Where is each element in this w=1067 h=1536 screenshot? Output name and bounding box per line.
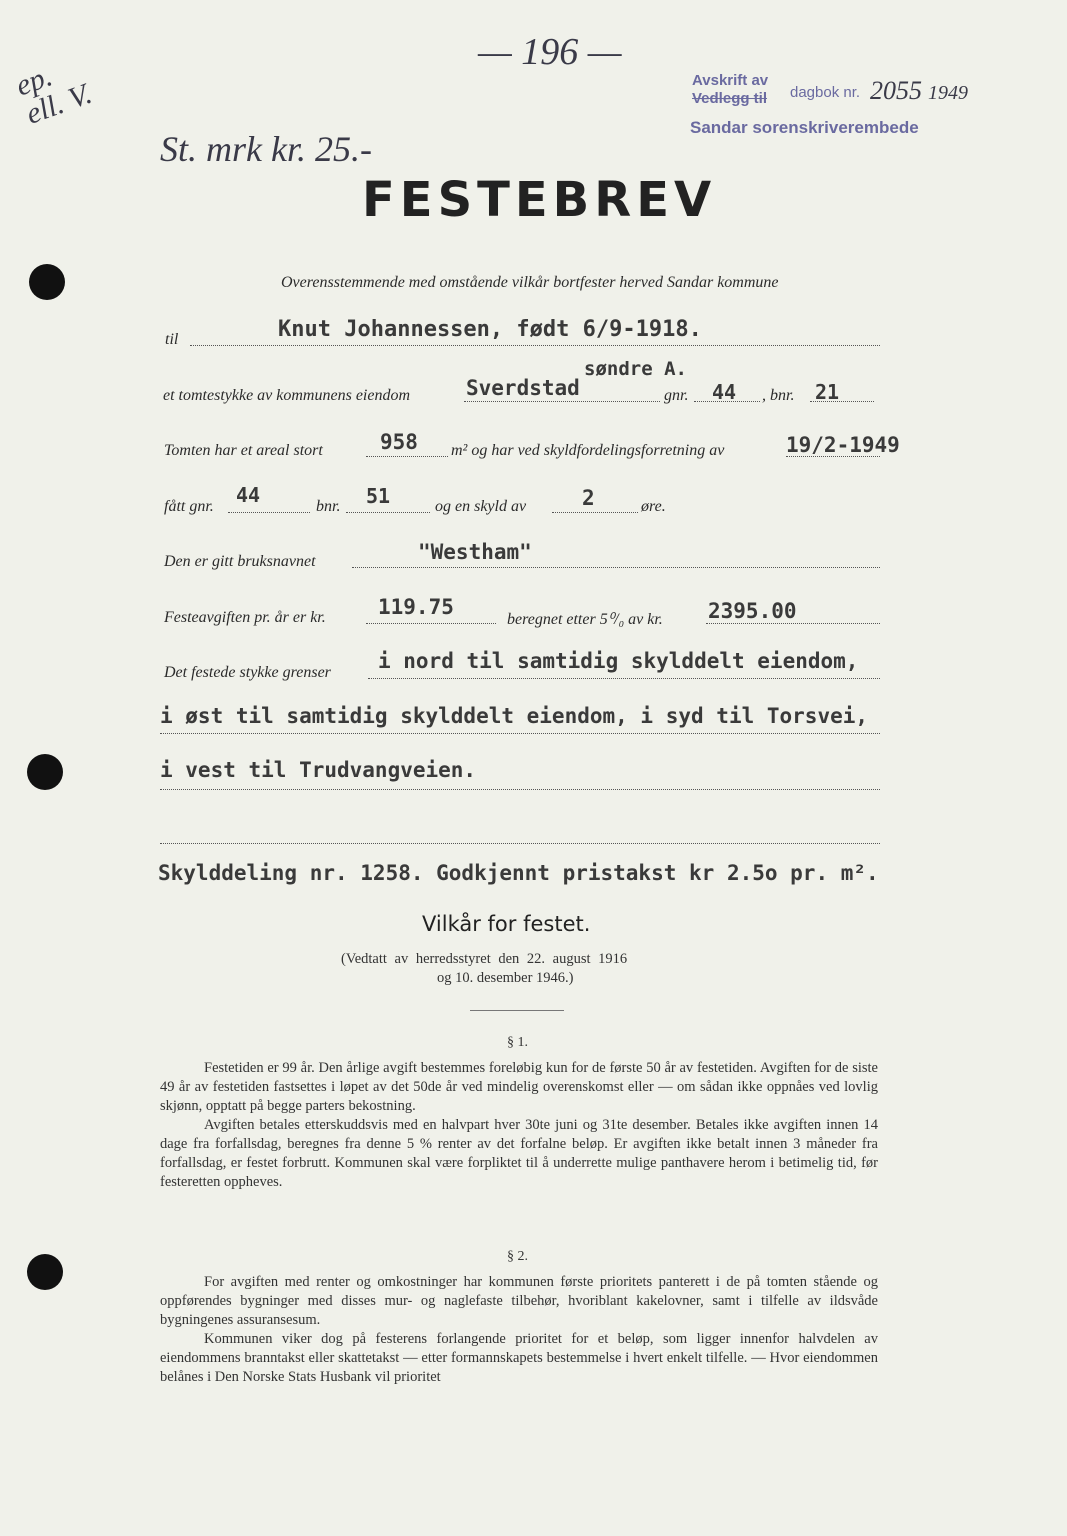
fatt-bnr-label: bnr. — [316, 498, 341, 515]
registry-stamp — [690, 72, 990, 138]
dotted-line — [366, 456, 448, 457]
paragraph: Avgiften betales etterskuddsvis med en halvpart hver 30te juni og 31te desember. Betales ikke avgiften innen 14 dage fra forfallsdag, beregnes fra denne 5 % renter av det forfalne beløp. Er avgiften ikke betalt innen 3 måneder fra forfallsdag, er festet forbrutt. Kommunen skal være forpliktet til å underrette mulige panthavere herom i betimelig tid, før festeretten oppheves. — [160, 1117, 878, 1190]
section-number: § 2. — [507, 1249, 528, 1264]
divider — [470, 1010, 564, 1011]
skyld-value: 2 — [582, 486, 595, 510]
paragraph: Kommunen viker dog på festerens forlangende prioritet for et beløp, som ligger innenfor halvdelen av eiendommens branntakst eller skattetakst — etter formannskapets bestemmelse i hvert enkelt tilfelle. — Hvor eiendommen belånes i Den Norske Stats Husbank vil prioritet — [160, 1331, 878, 1385]
vedtatt-line1: (Vedtatt av herredsstyret den 22. august 1916 — [341, 951, 628, 967]
dotted-line — [346, 512, 430, 513]
skylddeling-note: Skylddeling nr. 1258. Godkjennt pristakst kr 2.5o pr. m². — [158, 861, 879, 885]
avgift-value: 119.75 — [378, 595, 454, 619]
dotted-line — [706, 623, 880, 624]
dotted-line — [160, 789, 880, 790]
gnr-label: gnr. — [664, 387, 689, 404]
vilkar-heading: Vilkår for festet. — [422, 912, 591, 936]
areal-label: Tomten har et areal stort — [164, 442, 323, 459]
stamp-avskrift: Avskrift av — [692, 72, 769, 89]
form-intro: Overensstemmende med omstående vilkår bortfester herved Sandar kommune — [281, 274, 779, 291]
til-value: Knut Johannessen, født 6/9-1918. — [278, 317, 702, 342]
fee-note: St. mrk kr. 25.- — [160, 129, 372, 169]
bnr-label: , bnr. — [762, 387, 795, 404]
avgift-label: Festeavgiften pr. år er kr. — [164, 609, 326, 626]
dotted-line — [552, 512, 638, 513]
section-1-text — [160, 1059, 878, 1192]
punch-hole — [27, 754, 63, 790]
areal-value: 958 — [380, 430, 418, 454]
dotted-line — [352, 567, 880, 568]
paragraph: For avgiften med renter og omkostninger har kommunen første prioritets panterett i de på tomten stående og oppførendes bygninger med disses mur- og naglefaste tilbehør, hvoriblant kakelovner, samt i tilfelle av ildsvåde bygningenes assuransesum. — [160, 1274, 878, 1328]
beregnet-label: beregnet etter 5⁰/₀ av kr. — [507, 611, 663, 628]
eiendom-value: Sverdstad — [466, 376, 580, 400]
stamp-office: Sandar sorenskriverembede — [690, 118, 919, 137]
dotted-line — [366, 623, 496, 624]
punch-hole — [27, 1254, 63, 1290]
grenser-line1: i nord til samtidig skylddelt eiendom, — [378, 649, 859, 673]
stamp-vedlegg: Vedlegg til — [692, 90, 768, 107]
bnr-value: 21 — [815, 380, 840, 404]
eiendom-above: søndre A. — [584, 358, 687, 380]
dotted-line — [228, 512, 310, 513]
dotted-line — [190, 345, 880, 346]
stamp-year: 1949 — [928, 82, 968, 104]
gnr-value: 44 — [712, 380, 737, 404]
fatt-label: fått gnr. — [164, 498, 214, 515]
ore-label: øre. — [641, 498, 666, 515]
stamp-dagbok: dagbok nr. — [790, 84, 861, 101]
areal-unit: m² og har ved skyldfordelingsforretning av — [451, 442, 725, 459]
til-label: til — [165, 331, 179, 348]
dotted-line — [368, 678, 880, 679]
section-number: § 1. — [507, 1035, 528, 1050]
fatt-bnr: 51 — [366, 484, 391, 508]
dato-value: 19/2-1949 — [786, 433, 900, 457]
bruksnavn-label: Den er gitt bruksnavnet — [164, 553, 316, 570]
grenser-line2: i øst til samtidig skylddelt eiendom, i syd til Torsvei, — [160, 704, 869, 728]
vedtatt-line2: og 10. desember 1946.) — [437, 970, 574, 986]
grenser-line3: i vest til Trudvangveien. — [160, 758, 477, 782]
section-2-text — [160, 1273, 878, 1387]
dotted-line — [160, 843, 880, 844]
tomt-label: et tomtestykke av kommunens eiendom — [163, 387, 411, 404]
dotted-line — [464, 401, 660, 402]
beregnet-value: 2395.00 — [708, 599, 797, 623]
margin-note: ep. ell. V. — [11, 59, 96, 131]
skyld-label: og en skyld av — [435, 498, 527, 515]
dotted-line — [160, 733, 880, 734]
document-title: FESTEBREV — [362, 172, 717, 228]
paragraph: Festetiden er 99 år. Den årlige avgift bestemmes foreløbig kun for de første 50 år av festetiden. Avgiften for de siste 49 år av festetiden fastsettes i løpet av det 50de år ved mindelig overenskomst eller — om sådan ikke oppnåes ved lovlig skjønn, opptatt på begge parters bekostning. — [160, 1060, 878, 1114]
page-number: — 196 — — [478, 31, 622, 73]
punch-hole — [29, 264, 65, 300]
grenser-label: Det festede stykke grenser — [164, 664, 331, 681]
bruksnavn-value: "Westham" — [418, 540, 532, 564]
stamp-number: 2055 — [870, 76, 922, 105]
stamp-line1 — [690, 72, 990, 112]
fatt-gnr: 44 — [236, 483, 261, 507]
